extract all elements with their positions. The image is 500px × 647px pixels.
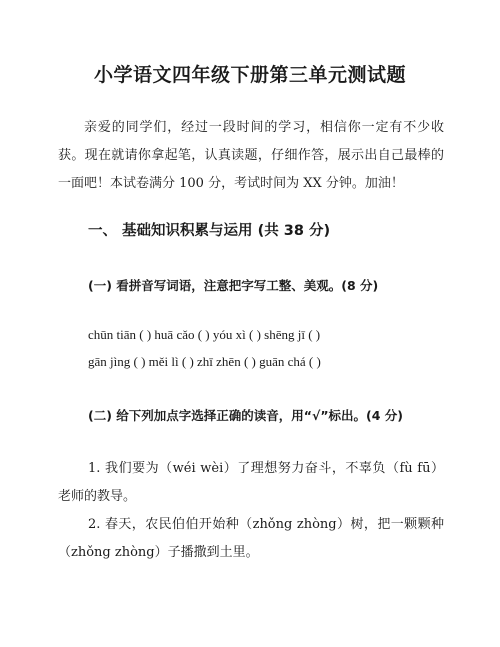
page-title: 小学语文四年级下册第三单元测试题 xyxy=(93,64,406,86)
section-heading-1: 一、 基础知识积累与运用 (共 38 分) xyxy=(88,223,331,239)
subsection-heading-1: (一) 看拼音写词语，注意把字写工整、美观。(8 分) xyxy=(88,278,379,293)
question-2: 2. 春天，农民伯伯开始种（zhǒng zhòng）树，把一颗颗种（zhǒng zhòng）子播撒到土里。 xyxy=(58,517,444,560)
question-1: 1. 我们要为（wéi wèi）了理想努力奋斗，不辜负（fù fū）老师的教导。 xyxy=(58,461,444,504)
subsection-heading-2: (二) 给下列加点字选择正确的读音，用“√”标出。(4 分) xyxy=(88,408,404,423)
pinyin-line-2: gān jìng ( ) měi lì ( ) zhī zhēn ( ) guān chá ( ) xyxy=(88,354,321,369)
pinyin-line-1: chūn tiān ( ) huā cǎo ( ) yóu xì ( ) shēng jī ( ) xyxy=(88,327,321,342)
intro-paragraph: 亲爱的同学们，经过一段时间的学习，相信你一定有不少收获。现在就请你拿起笔，认真读题，仔细作答，展示出自己最棒的一面吧！本试卷满分 100 分，考试时间为 XX 分钟。加油！ xyxy=(58,120,444,191)
